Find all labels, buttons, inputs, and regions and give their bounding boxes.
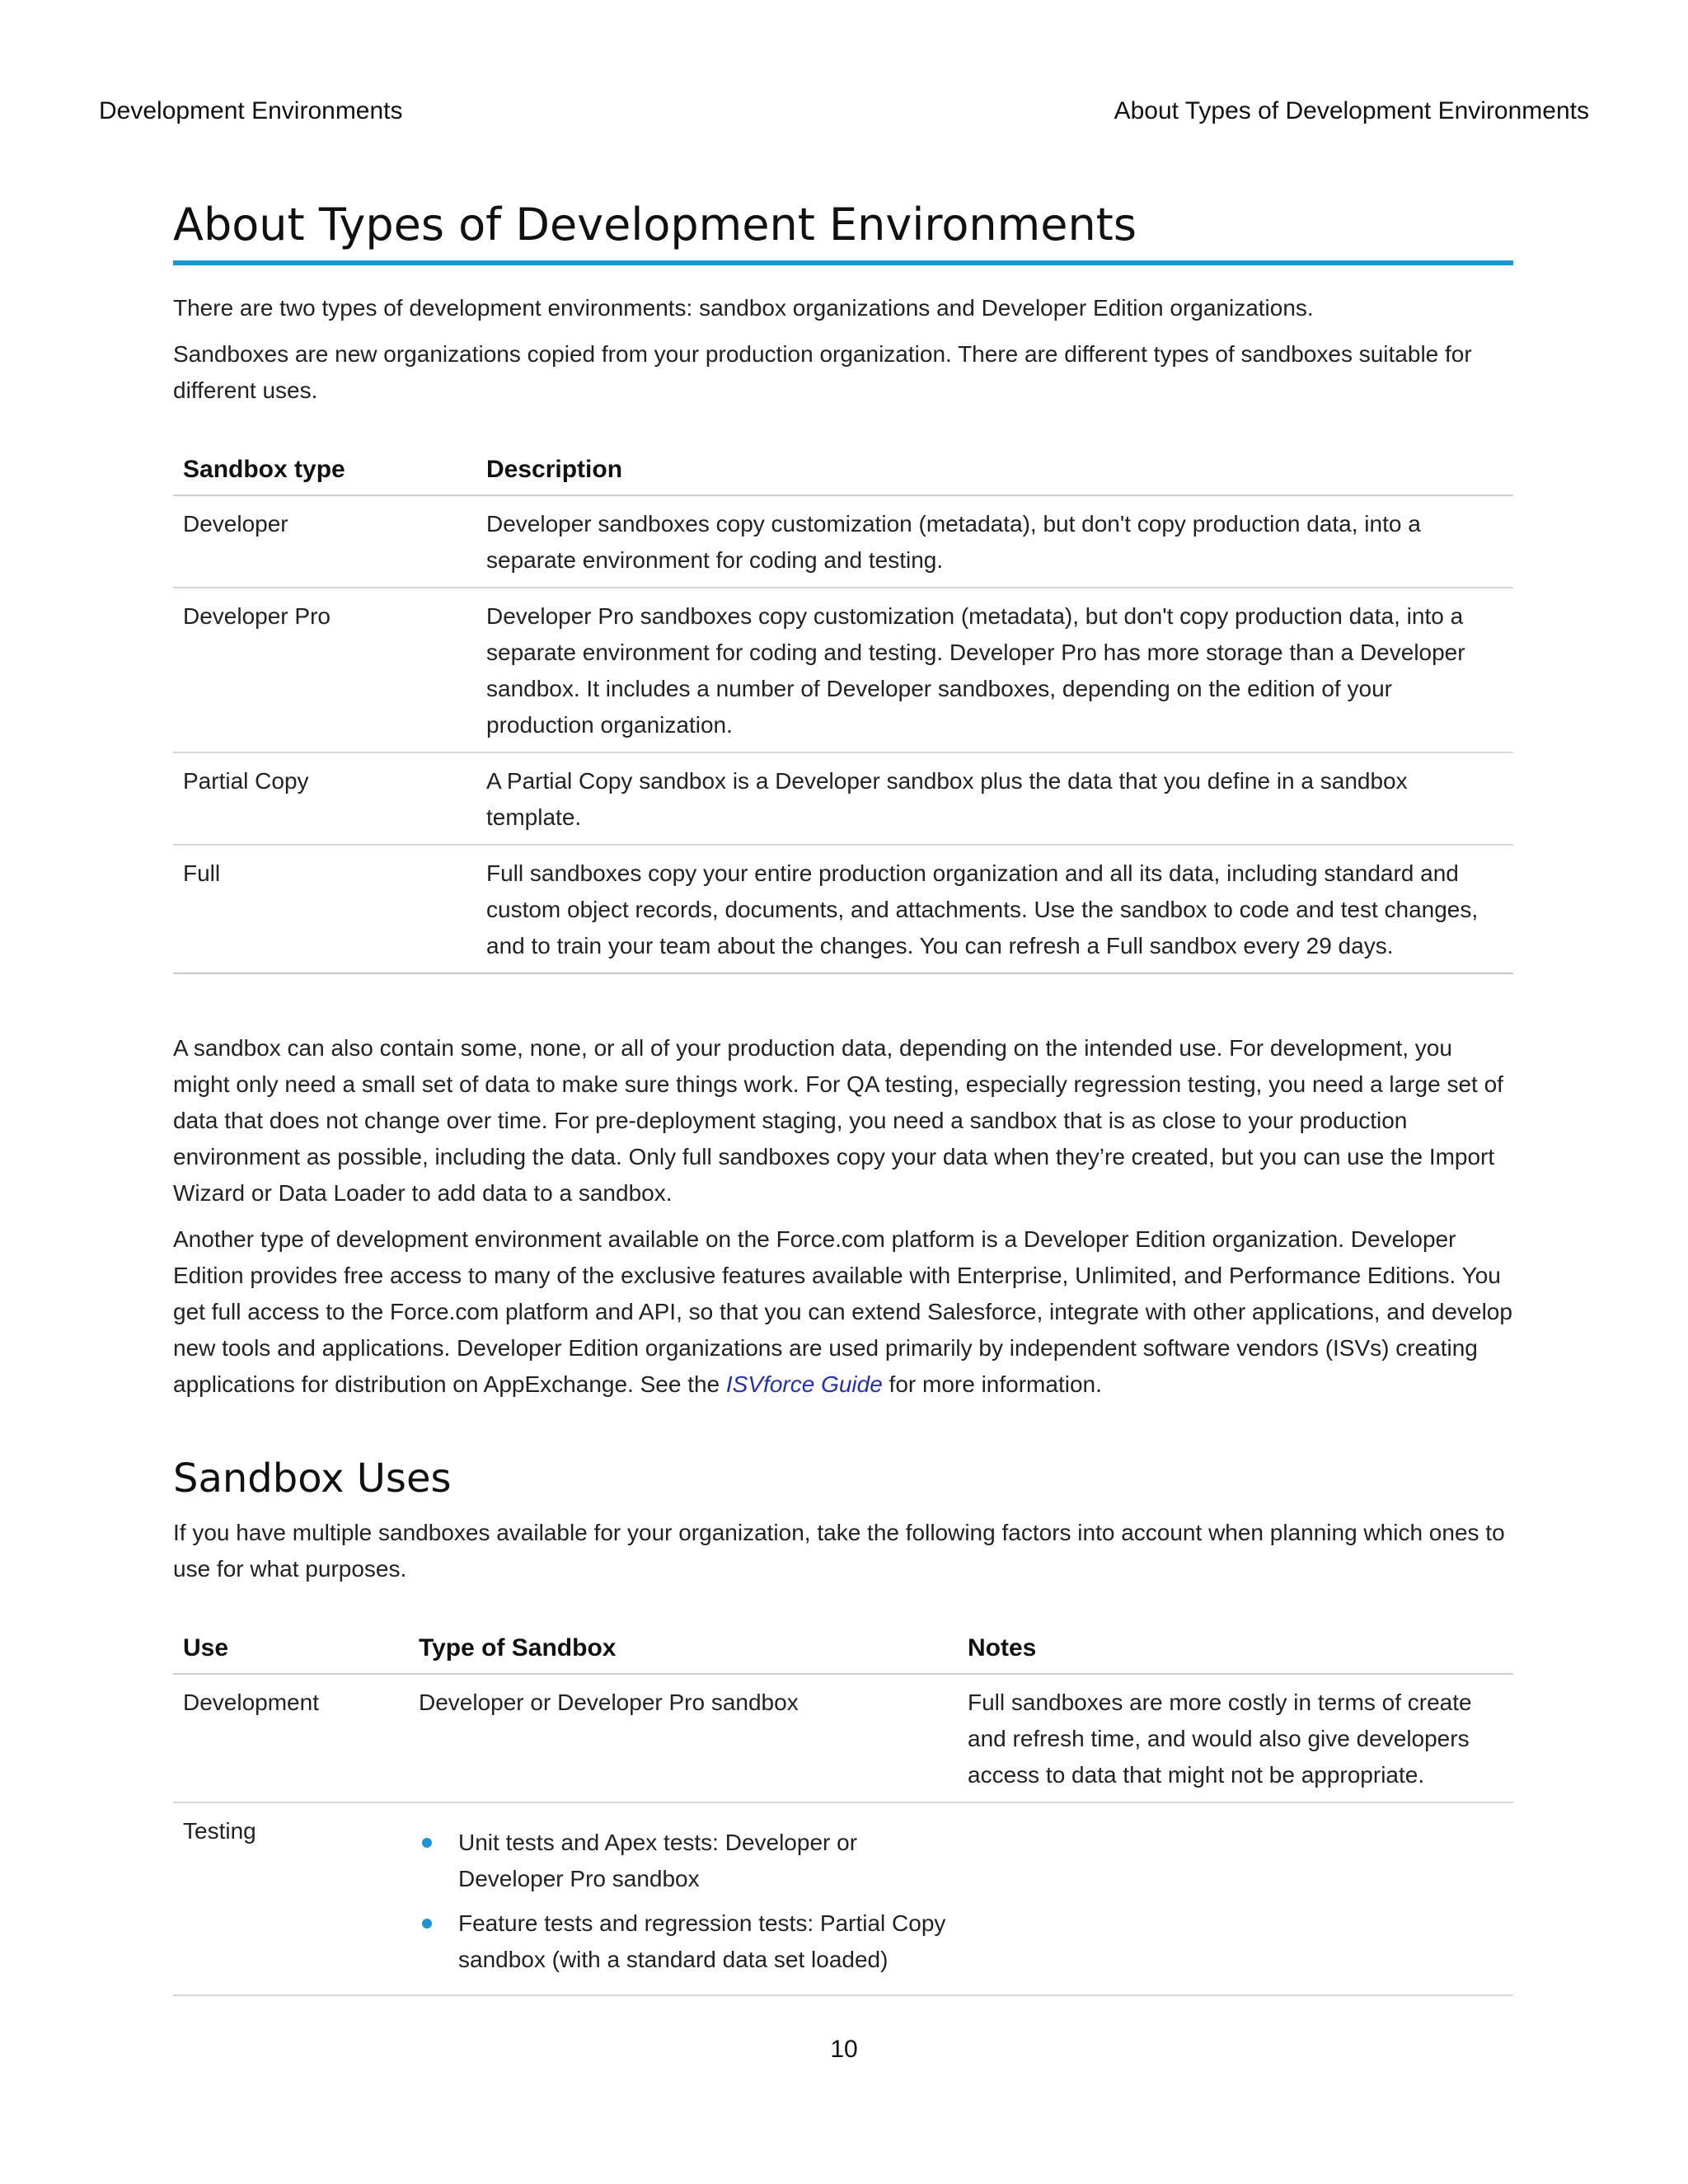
testing-bullet-list [419,1825,948,1978]
page-content [173,194,1513,1996]
developer-edition-text-end: for more information. [882,1371,1102,1397]
table-row [173,1674,1513,1802]
page-number: 10 [830,2036,858,2063]
bullet-icon [422,1838,432,1848]
description-cell: Full sandboxes copy your entire production organization and all its data, including standard and custom object records, documents, and attachments. Use the sandbox to code and test changes, and to train your team about the changes. You can refresh a Full sandbox every 29 days. [476,845,1513,973]
sandbox-type-cell: Partial Copy [173,752,476,845]
list-item [419,1905,948,1978]
notes-cell [958,1802,1513,1995]
use-cell: Testing [173,1802,409,1995]
description-cell: Developer Pro sandboxes copy customization (metadata), but don't copy production data, into a separate environment for coding and testing. Developer Pro has more storage than a Developer sandbox. It includes a number of Developer sandboxes, depending on the edition of your production organization. [476,588,1513,752]
developer-edition-paragraph [173,1221,1513,1403]
column-header: Use [173,1624,409,1674]
section-heading: Sandbox Uses [173,1455,452,1502]
running-header [99,97,1589,130]
column-header: Notes [958,1624,1513,1674]
sandbox-type-cell: Full [173,845,476,973]
section-title: About Types of Development Environments [1114,97,1589,124]
isvforce-guide-link[interactable]: ISVforce Guide [725,1371,883,1397]
sandbox-type-cell: Developer Pro [173,588,476,752]
list-item-text: Feature tests and regression tests: Partial Copy sandbox (with a standard data set loaded) [458,1910,946,1972]
bullet-icon [422,1919,432,1929]
chapter-title: Development Environments [99,97,403,124]
developer-edition-text: Another type of development environment available on the Force.com platform is a Developer Edition organization. Developer Edition provides free access to many of the exclusive features available with Enterprise, Unlimited, and Performance Editions. You get full access to the Force.com platform and API, so that you can extend Salesforce, integrate with other applications, and develop new tools and applications. Developer Edition organizations are used primarily by independent software vendors (ISVs) creating applications for distribution on AppExchange. See the [173,1226,1512,1397]
use-cell: Development [173,1674,409,1802]
table-row [173,845,1513,973]
intro-paragraph: There are two types of development environments: sandbox organizations and Developer Edition organizations. [173,295,1314,321]
table-header-row [173,1624,1513,1674]
table-row [173,588,1513,752]
column-header: Description [476,445,1513,495]
sandbox-uses-intro: If you have multiple sandboxes available for your organization, take the following factors into account when planning which ones to use for what purposes. [173,1520,1505,1582]
page-title: About Types of Development Environments [173,194,1513,265]
table-row [173,752,1513,845]
production-data-paragraph: A sandbox can also contain some, none, or all of your production data, depending on the intended use. For development, you might only need a small set of data to make sure things work. For QA testing, especially regression testing, you need a large set of data that does not change over time. For pre-deployment staging, you need a sandbox that is as close to your production environment as possible, including the data. Only full sandboxes copy your data when they’re created, but you can use the Import Wizard or Data Loader to add data to a sandbox. [173,1035,1503,1206]
sandbox-type-cell: Developer [173,495,476,588]
sandbox-types-table [173,445,1513,974]
table-row [173,1802,1513,1995]
sandbox-type-cell: Developer or Developer Pro sandbox [409,1674,958,1802]
sandboxes-paragraph: Sandboxes are new organizations copied from your production organization. There are different types of sandboxes suitable for different uses. [173,341,1472,403]
table-header-row [173,445,1513,495]
description-cell: Developer sandboxes copy customization (metadata), but don't copy production data, into a separate environment for coding and testing. [476,495,1513,588]
table-row [173,495,1513,588]
sandbox-type-cell [409,1802,958,1995]
column-header: Sandbox type [173,445,476,495]
notes-cell: Full sandboxes are more costly in terms of create and refresh time, and would also give developers access to data that might not be appropriate. [958,1674,1513,1802]
sandbox-uses-table [173,1624,1513,1996]
list-item-text: Unit tests and Apex tests: Developer or Developer Pro sandbox [458,1830,858,1891]
list-item [419,1825,948,1897]
description-cell: A Partial Copy sandbox is a Developer sandbox plus the data that you define in a sandbox template. [476,752,1513,845]
column-header: Type of Sandbox [409,1624,958,1674]
